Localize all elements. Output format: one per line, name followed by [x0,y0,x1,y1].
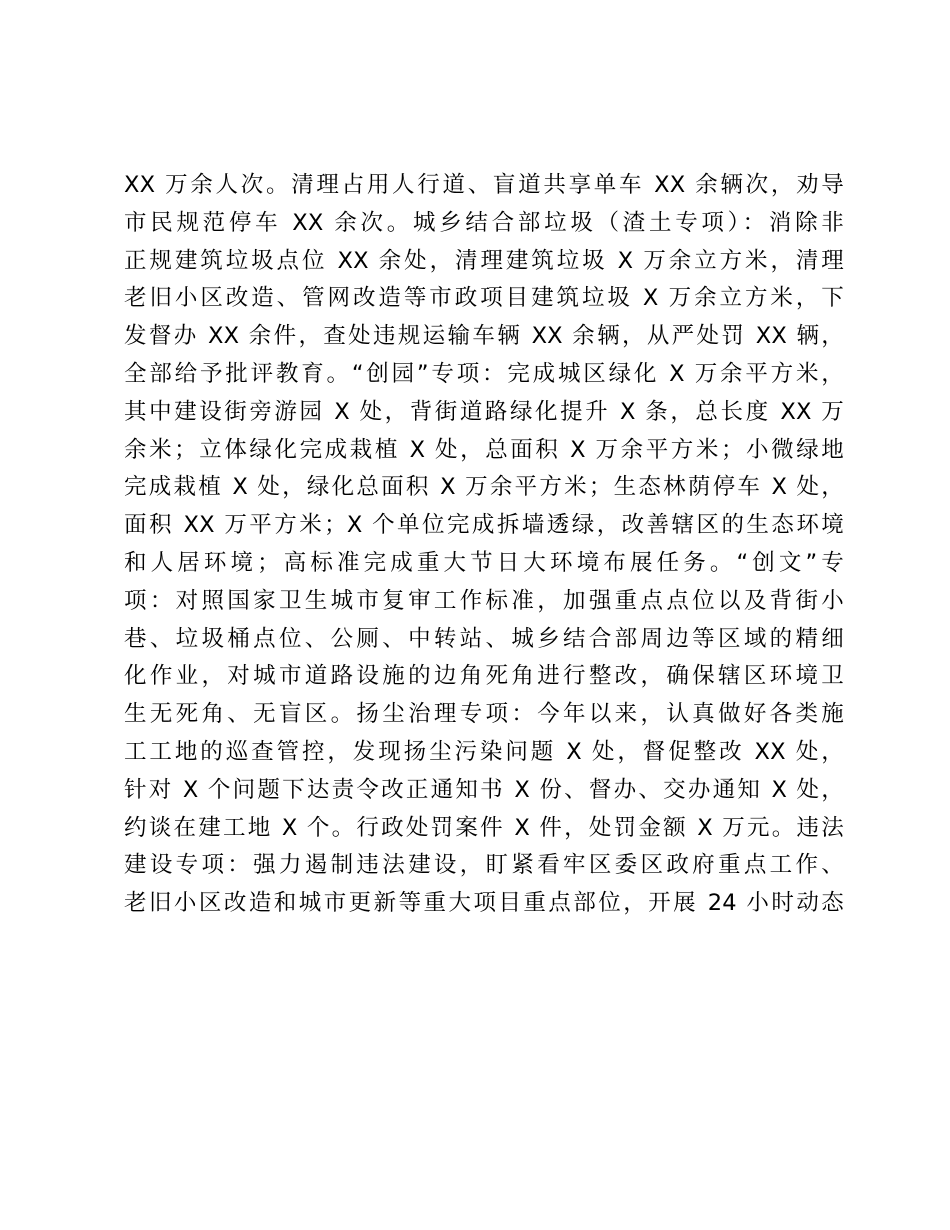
text-line: 针对 X 个问题下达责令改正通知书 X 份、督办、交办通知 X 处， [124,776,844,803]
text-line: 余米；立体绿化完成栽植 X 处，总面积 X 万余平方米；小微绿地 [124,436,844,463]
text-line: 老旧小区改造、管网改造等市政项目建筑垃圾 X 万余立方米，下 [124,285,844,312]
text-line: XX 万余人次。清理占用人行道、盲道共享单车 XX 余辆次，劝导 [124,172,844,198]
text-line: 市民规范停车 XX 余次。城乡结合部垃圾（渣土专项）：消除非 [124,209,844,236]
text-line: 和人居环境；高标准完成重大节日大环境布展任务。“创文”专 [124,549,844,576]
text-line: 化作业，对城市道路设施的边角死角进行整改，确保辖区环境卫 [124,663,844,690]
text-line: 建设专项：强力遏制违法建设，盯紧看牢区委区政府重点工作、 [124,852,844,879]
text-line: 正规建筑垃圾点位 XX 余处，清理建筑垃圾 X 万余立方米，清理 [124,247,844,274]
text-line: 工工地的巡查管控，发现扬尘污染问题 X 处，督促整改 XX 处， [124,738,844,765]
text-line: 全部给予批评教育。“创园”专项：完成城区绿化 X 万余平方米， [124,360,844,387]
text-line: 项：对照国家卫生城市复审工作标准，加强重点点位以及背街小 [124,587,844,614]
text-line: 完成栽植 X 处，绿化总面积 X 万余平方米；生态林荫停车 X 处， [124,474,844,501]
text-line: 其中建设街旁游园 X 处，背街道路绿化提升 X 条，总长度 XX 万 [124,398,844,425]
text-line: 老旧小区改造和城市更新等重大项目重点部位，开展 24 小时动态 [124,890,844,917]
text-line: 生无死角、无盲区。扬尘治理专项：今年以来，认真做好各类施 [124,701,844,728]
text-line: 发督办 XX 余件，查处违规运输车辆 XX 余辆，从严处罚 XX 辆， [124,323,844,350]
text-line: 约谈在建工地 X 个。行政处罚案件 X 件，处罚金额 X 万元。违法 [124,814,844,841]
body-paragraph [124,167,844,923]
text-line: 巷、垃圾桶点位、公厕、中转站、城乡结合部周边等区域的精细 [124,625,844,652]
text-line: 面积 XX 万平方米；X 个单位完成拆墙透绿，改善辖区的生态环境 [124,512,844,539]
